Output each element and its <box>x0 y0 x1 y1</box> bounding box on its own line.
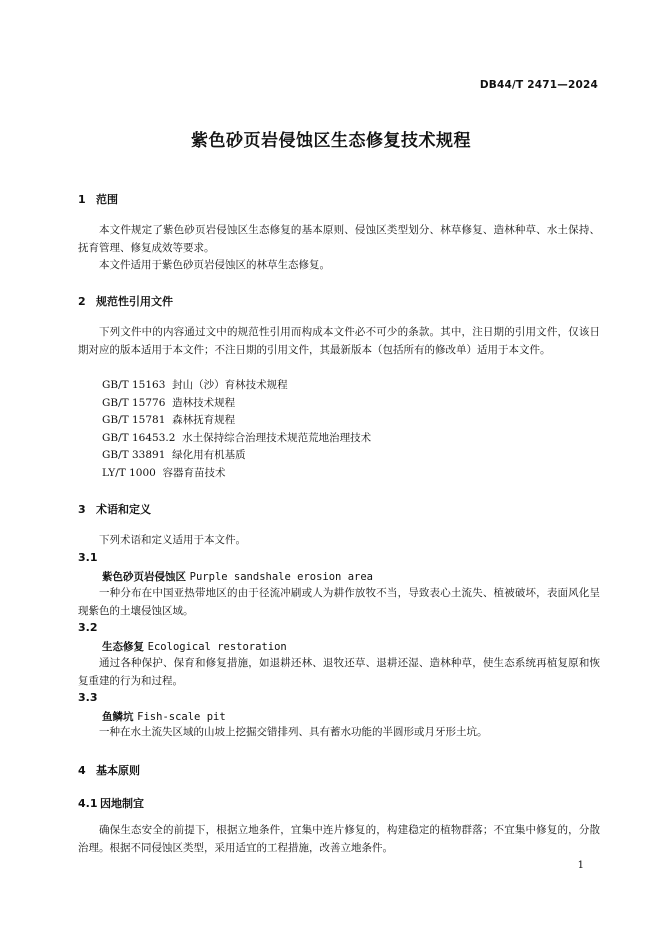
reference-item <box>102 447 246 462</box>
term-number: 3.1 <box>78 551 98 564</box>
section-1-heading <box>78 191 118 207</box>
section-3-intro: 下列术语和定义适用于本文件。 <box>99 534 246 546</box>
subsection-4-1-heading <box>78 795 144 811</box>
section-title: 规范性引用文件 <box>96 295 173 308</box>
reference-item <box>102 465 226 480</box>
section-2-heading <box>78 293 173 309</box>
term-en: Fish-scale pit <box>137 711 226 723</box>
reference-item <box>102 377 288 392</box>
term-zh: 紫色砂页岩侵蚀区 <box>102 571 186 583</box>
term-number: 3.3 <box>78 691 98 704</box>
section-title: 范围 <box>96 193 118 206</box>
term-zh: 生态修复 <box>102 641 144 653</box>
section-2-intro: 下列文件中的内容通过文中的规范性引用而构成本文件必不可少的条款。其中，注日期的引用文件，仅该日期对应的版本适用于本文件；不注日期的引用文件，其最新版本（包括所有的修改单）适用于本文件。 <box>78 326 600 356</box>
section-1-paragraph-2: 本文件适用于紫色砂页岩侵蚀区的林草生态修复。 <box>99 259 330 271</box>
section-number: 3 <box>78 503 86 516</box>
term-en: Ecological restoration <box>147 641 287 653</box>
reference-code: GB/T 33891 <box>102 449 166 461</box>
reference-item <box>102 412 235 427</box>
section-number: 4 <box>78 764 86 777</box>
reference-name: 森林抚育规程 <box>172 414 236 426</box>
reference-name: 容器育苗技术 <box>162 467 226 479</box>
section-title: 术语和定义 <box>96 503 151 516</box>
standard-code: DB44/T 2471—2024 <box>479 79 598 91</box>
page-number: 1 <box>577 860 584 871</box>
reference-code: LY/T 1000 <box>102 467 156 479</box>
section-4-heading <box>78 762 140 778</box>
term-en: Purple sandshale erosion area <box>189 571 373 583</box>
term-zh: 鱼鳞坑 <box>102 711 134 723</box>
term-definition: 一种分布在中国亚热带地区的由于径流冲刷或人为耕作放牧不当，导致表心土流失、植被破坏，表面风化呈现紫色的土壤侵蚀区域。 <box>78 587 600 617</box>
section-number: 1 <box>78 193 86 206</box>
term-title <box>102 709 226 724</box>
term-number: 3.2 <box>78 621 98 634</box>
reference-name: 造林技术规程 <box>172 397 236 409</box>
reference-name: 水土保持综合治理技术规范荒地治理技术 <box>182 432 372 444</box>
subsection-number: 4.1 <box>78 797 98 810</box>
section-1-paragraph-1: 本文件规定了紫色砂页岩侵蚀区生态修复的基本原则、侵蚀区类型划分、林草修复、造林种草、水土保持、抚育管理、修复成效等要求。 <box>78 224 600 254</box>
reference-code: GB/T 15776 <box>102 397 166 409</box>
reference-item <box>102 430 371 445</box>
reference-name: 封山（沙）育林技术规程 <box>172 379 288 391</box>
section-3-heading <box>78 501 151 517</box>
term-title <box>102 639 287 654</box>
term-title <box>102 569 373 584</box>
term-definition: 通过各种保护、保育和修复措施，如退耕还林、退牧还草、退耕还湿、造林种草，使生态系统再植复原和恢复重建的行为和过程。 <box>78 657 600 687</box>
subsection-title: 因地制宜 <box>100 797 144 810</box>
section-title: 基本原则 <box>96 764 140 777</box>
term-definition: 一种在水土流失区域的山坡上挖掘交错排列、具有蓄水功能的半圆形或月牙形土坑。 <box>99 726 488 738</box>
reference-code: GB/T 16453.2 <box>102 432 176 444</box>
reference-item <box>102 395 235 410</box>
document-title: 紫色砂页岩侵蚀区生态修复技术规程 <box>191 131 471 151</box>
section-number: 2 <box>78 295 86 308</box>
subsection-4-1-paragraph: 确保生态安全的前提下，根据立地条件，宜集中连片修复的，构建稳定的植物群落；不宜集中修复的，分散治理。根据不同侵蚀区类型，采用适宜的工程措施，改善立地条件。 <box>78 824 600 854</box>
reference-code: GB/T 15163 <box>102 379 166 391</box>
reference-code: GB/T 15781 <box>102 414 166 426</box>
reference-name: 绿化用有机基质 <box>172 449 246 461</box>
